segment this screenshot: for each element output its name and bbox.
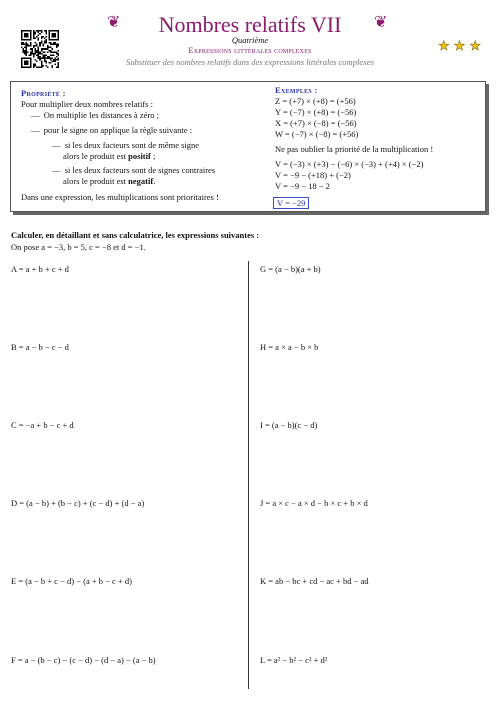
column-divider [248,261,249,689]
calc-line: V = −9 − (+18) + (−2) [275,170,351,180]
expression-c: C = −a + b − c + d [11,420,74,430]
property-item: — pour le signe on applique la règle suivante : [31,125,192,135]
calc-line: V = (−3) × (+3) − (−6) × (−3) + (+4) × (−2) [275,159,424,169]
property-subitem: — si les deux facteurs sont de signes contraires [52,165,216,175]
expression-k: K = ab − bc + cd − ac + bd − ad [260,576,369,586]
expression-b: B = a − b − c − d [11,342,69,352]
difficulty-stars [438,37,481,55]
examples-heading: Exemples : [275,85,318,95]
property-subitem-line: alors le produit est positif ; [63,151,156,161]
answer-value: V = −29 [273,197,309,209]
expression-d: D = (a − b) + (b − c) + (c − d) + (d − a) [11,498,145,508]
examples-note: Ne pas oublier la priorité de la multiplication ! [275,144,434,154]
star-icon: ★ [469,38,481,53]
level-label: Quatrième [231,35,269,45]
answer-box [273,193,309,211]
property-intro: Pour multiplier deux nombres relatifs : [21,99,153,109]
example-line: W = (−7) × (−8) = (+56) [275,129,359,139]
exercise-values: On pose a = −3, b = 5, c = −8 et d = −1. [11,242,146,252]
star-icon: ★ [438,38,450,53]
property-heading: Propriété : [21,88,66,98]
property-subitem: — si les deux facteurs sont de même signe [52,140,200,150]
expression-j: J = a × c − a × d − b × c + b × d [260,498,368,508]
property-subitem-line: alors le produit est negatif. [63,176,156,186]
expression-e: E = (a − b + c − d) − (a + b − c + d) [11,576,132,586]
example-line: X = (+7) × (−8) = (−56) [275,118,357,128]
ornament-right-icon: ❦ [374,14,388,31]
expression-g: G = (a − b)(a + b) [260,264,321,274]
page-title: Nombres relatifs VII [158,12,342,37]
page-description: Substituer des nombres relatifs dans des expressions littérales complexes [126,57,374,67]
ornament-left-icon: ❦ [107,14,121,31]
star-icon: ★ [453,38,466,53]
example-line: Z = (+7) × (+8) = (+56) [275,96,356,106]
expression-l: L = a² − b² − c² + d² [260,655,328,665]
expression-i: I = (a − b)(c − d) [260,420,318,430]
property-conclusion: Dans une expression, les multiplications sont prioritaires ! [21,192,219,202]
lesson-box [10,81,486,212]
page-subtitle: Expressions littérales complexes [188,45,312,55]
exercise-instruction: Calculer, en détaillant et sans calculatrice, les expressions suivantes : [11,230,260,240]
property-item: — On multiplie les distances à zéro ; [31,110,159,120]
expression-f: F = a − (b − c) − (c − d) − (d − a) − (a − b) [11,655,156,665]
example-line: Y = (−7) × (+8) = (−56) [275,107,357,117]
expression-a: A = a + b + c + d [11,264,69,274]
expression-h: H = a × a − b × b [260,342,319,352]
calc-line: V = −9 − 18 − 2 [275,181,330,191]
